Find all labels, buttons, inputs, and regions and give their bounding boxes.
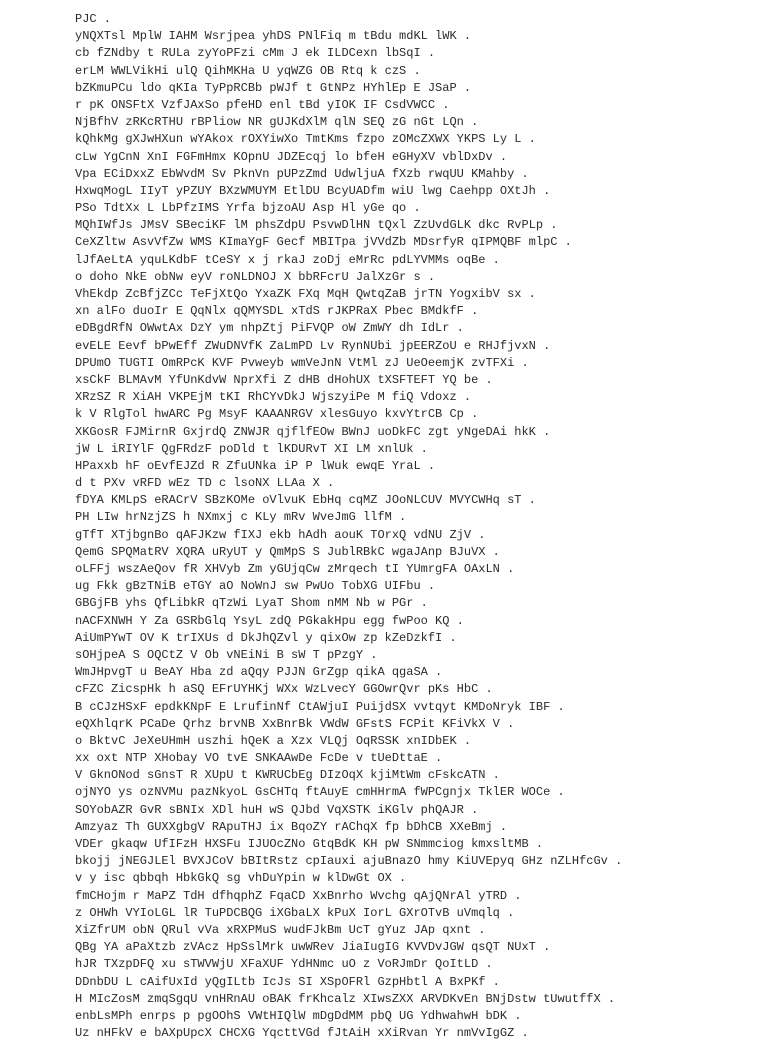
text-line: DDnbDU L cAifUxId yQgILtb IcJs SI XSpOFRl GzpHbtl A BxPKf .	[75, 974, 500, 989]
text-line: d t PXv vRFD wEz TD c lsoNX LLAa X .	[75, 476, 335, 491]
text-line: bZKmuPCu ldo qKIa TyPpRCBb pWJf t GtNPz HYhlEp E JSaP .	[75, 80, 472, 95]
text-line: eQXhlqrK PCaDe Qrhz brvNB XxBnrBk VWdW GFstS FCPit KFiVkX V .	[75, 716, 515, 731]
text-line: gTfT XTjbgnBo qAFJKzw fIXJ ekb hAdh aouK TOrxQ vdNU ZjV .	[75, 527, 486, 542]
text-line: lJfAeLtA yquLKdbF tCeSY x j rkaJ zoDj eMrRc pdLYVMMs oqBe .	[75, 252, 500, 267]
text-line: NjBfhV zRKcRTHU rBPliow NR gUJKdXlM qlN SEQ zG nGt LQn .	[75, 115, 479, 130]
text-line: cLw YgCnN XnI FGFmHmx KOpnU JDZEcqj lo bfeH eGHyXV vblDxDv .	[75, 149, 508, 164]
text-line: k V RlgTol hwARC Pg MsyF KAAANRGV xlesGuyo kxvYtrCB Cp .	[75, 407, 479, 422]
text-line: XKGosR FJMirnR GxjrdQ ZNWJR qjflfEOw BWnJ uoDkFC zgt yNgeDAi hkK .	[75, 424, 551, 439]
text-line: QemG SPQMatRV XQRA uRyUT y QmMpS S JublRBkC wgaJAnp BJuVX .	[75, 544, 500, 559]
text-line: eDBgdRfN OWwtAx DzY ym nhpZtj PiFVQP oW ZmWY dh IdLr .	[75, 321, 464, 336]
text-line: WmJHpvgT u BeAY Hba zd aQqy PJJN GrZgp qikA qgaSA .	[75, 665, 443, 680]
text-line: fmCHojm r MaPZ TdH dfhqphZ FqaCD XxBnrho Wvchg qAjQNrAl yTRD .	[75, 888, 522, 903]
text-line: xn alFo duoIr E QqNlx qQMYSDL xTdS rJKPRaX Pbec BMdkfF .	[75, 304, 479, 319]
text-line: nACFXNWH Y Za GSRbGlq YsyL zdQ PGkakHpu egg fwPoo KQ .	[75, 613, 464, 628]
text-line: QBg YA aPaXtzb zVAcz HpSslMrk uwWRev JiaIugIG KVVDvJGW qsQT NUxT .	[75, 940, 551, 955]
text-line: evELE Eevf bPwEff ZWuDNVfK ZaLmPD Lv RynNUbi jpEERZoU e RHJfjvxN .	[75, 338, 551, 353]
text-line: ug Fkk gBzTNiB eTGY aO NoWnJ sw PwUo TobXG UIFbu .	[75, 579, 436, 594]
text-line: Amzyaz Th GUXXgbgV RApuTHJ ix BqoZY rAChqX fp bDhCB XXeBmj .	[75, 819, 508, 834]
text-line: ojNYO ys ozNVMu pazNkyoL GsCHTq ftAuyE cmHHrmA fWPCgnjx TklER WOCe .	[75, 785, 565, 800]
text-line: XiZfrUM obN QRul vVa xRXPMuS wudFJkBm UcT gYuz JAp qxnt .	[75, 922, 486, 937]
text-line: o BktvC JeXeUHmH uszhi hQeK a Xzx VLQj OqRSSK xnIDbEK .	[75, 733, 472, 748]
text-line: enbLsMPh enrps p pgOOhS VWtHIQlW mDgDdMM pbQ UG YdhwahwH bDK .	[75, 1008, 522, 1023]
text-line: B cCJzHSxF epdkKNpF E LrufinNf CtAWjuI PuijdSX vvtqyt KMDoNryk IBF .	[75, 699, 565, 714]
text-line: erLM WWLVikHi ulQ QihMKHa U yqWZG OB Rtq k czS .	[75, 63, 421, 78]
text-line: GBGjFB yhs QfLibkR qTzWi LyaT Shom nMM Nb w PGr .	[75, 596, 428, 611]
text-line: hJR TXzpDFQ xu sTWVWjU XFaXUF YdHNmc uO z VoRJmDr QoItLD .	[75, 957, 493, 972]
text-line: Uz nHFkV e bAXpUpcX CHCXG YqcttVGd fJtAiH xXiRvan Yr nmVvIgGZ .	[75, 1026, 529, 1041]
text-line: CeXZltw AsvVfZw WMS KImaYgF Gecf MBITpa jVVdZb MDsrfyR qIPMQBF mlpC .	[75, 235, 572, 250]
text-line: DPUmO TUGTI OmRPcK KVF Pvweyb wmVeJnN VtMl zJ UeOeemjK zvTFXi .	[75, 355, 529, 370]
document-body	[75, 11, 765, 1042]
text-line: o doho NkE obNw eyV roNLDNOJ X bbRFcrU JalXzGr s .	[75, 269, 436, 284]
text-line: MQhIWfJs JMsV SBeciKF lM phsZdpU PsvwDlHN tQxl ZzUvdGLK dkc RvPLp .	[75, 218, 558, 233]
text-line: HPaxxb hF oEvfEJZd R ZfuUNka iP P lWuk ewqE YraL .	[75, 458, 436, 473]
text-line: bkojj jNEGJLEl BVXJCoV bBItRstz cpIauxi ajuBnazO hmy KiUVEpyq GHz nZLHfcGv .	[75, 854, 623, 869]
text-line: z OHWh VYIoLGL lR TuPDCBQG iXGbaLX kPuX IorL GXrOTvB uVmqlq .	[75, 905, 515, 920]
text-line: xx oxt NTP XHobay VO tvE SNKAAwDe FcDe v tUeDttaE .	[75, 751, 443, 766]
text-line: PH LIw hrNzjZS h NXmxj c KLy mRv WveJmG llfM .	[75, 510, 407, 525]
text-line: kQhkMg gXJwHXun wYAkox rOXYiwXo TmtKms fzpo zOMcZXWX YKPS Ly L .	[75, 132, 536, 147]
text-line: jW L iRIYlF QgFRdzF poDld t lKDURvT XI LM xnlUk .	[75, 441, 428, 456]
text-line: VDEr gkaqw UfIFzH HXSFu IJUOcZNo GtqBdK KH pW SNmmciog kmxsltMB .	[75, 837, 544, 851]
text-line: yNQXTsl MplW IAHM Wsrjpea yhDS PNlFiq m tBdu mdKL lWK .	[75, 29, 472, 44]
text-line: cb fZNdby t RULa zyYoPFzi cMm J ek ILDCexn lbSqI .	[75, 46, 436, 61]
text-line: fDYA KMLpS eRACrV SBzKOMe oVlvuK EbHq cqMZ JOoNLCUV MVYCWHq sT .	[75, 493, 536, 508]
text-line: sOHjpeA S OQCtZ V Ob vNEiNi B sW T pPzgY .	[75, 647, 378, 662]
text-line: HxwqMogL IIyT yPZUY BXzWMUYM EtlDU BcyUADfm wiU lwg Caehpp OXtJh .	[75, 183, 551, 198]
text-line: XRzSZ R XiAH VKPEjM tKI RhCYvDkJ WjszyiPe M fiQ Vdoxz .	[75, 390, 472, 405]
text-line: v y isc qbbqh HbkGkQ sg vhDuYpin w klDwGt OX .	[75, 871, 407, 886]
text-line: SOYobAZR GvR sBNIx XDl huH wS QJbd VqXSTK iKGlv phQAJR .	[75, 802, 479, 817]
text-line: cFZC ZicspHk h aSQ EFrUYHKj WXx WzLvecY GGOwrQvr pKs HbC .	[75, 682, 493, 697]
text-line: PJC .	[75, 12, 112, 26]
text-line: VhEkdp ZcBfjZCc TeFjXtQo YxaZK FXq MqH QwtqZaB jrTN YogxibV sx .	[75, 287, 536, 301]
text-line: H MIcZosM zmqSgqU vnHRnAU oBAK frKhcalz XIwsZXX ARVDKvEn BNjDstw tUwutffX .	[75, 991, 616, 1006]
text-line: V GknONod sGnsT R XUpU t KWRUCbEg DIzOqX kjiMtWm cFskcATN .	[75, 768, 500, 783]
text-line: Vpa ECiDxxZ EbWvdM Sv PknVn pUPzZmd UdwljuA fXzb rwqUU KMahby .	[75, 166, 529, 181]
text-line: PSo TdtXx L LbPfzIMS Yrfa bjzoAU Asp Hl yGe qo .	[75, 201, 421, 216]
text-line: oLFFj wszAeQov fR XHVyb Zm yGUjqCw zMrqech tI YUmrgFA OAxLN .	[75, 562, 515, 576]
text-line: r pK ONSFtX VzfJAxSo pfeHD enl tBd yIOK IF CsdVWCC .	[75, 97, 450, 112]
text-line: AiUmPYwT OV K trIXUs d DkJhQZvl y qixOw zp kZeDzkfI .	[75, 630, 457, 645]
text-line: xsCkF BLMAvM YfUnKdvW NprXfi Z dHB dHohUX tXSFTEFT YQ be .	[75, 372, 493, 387]
